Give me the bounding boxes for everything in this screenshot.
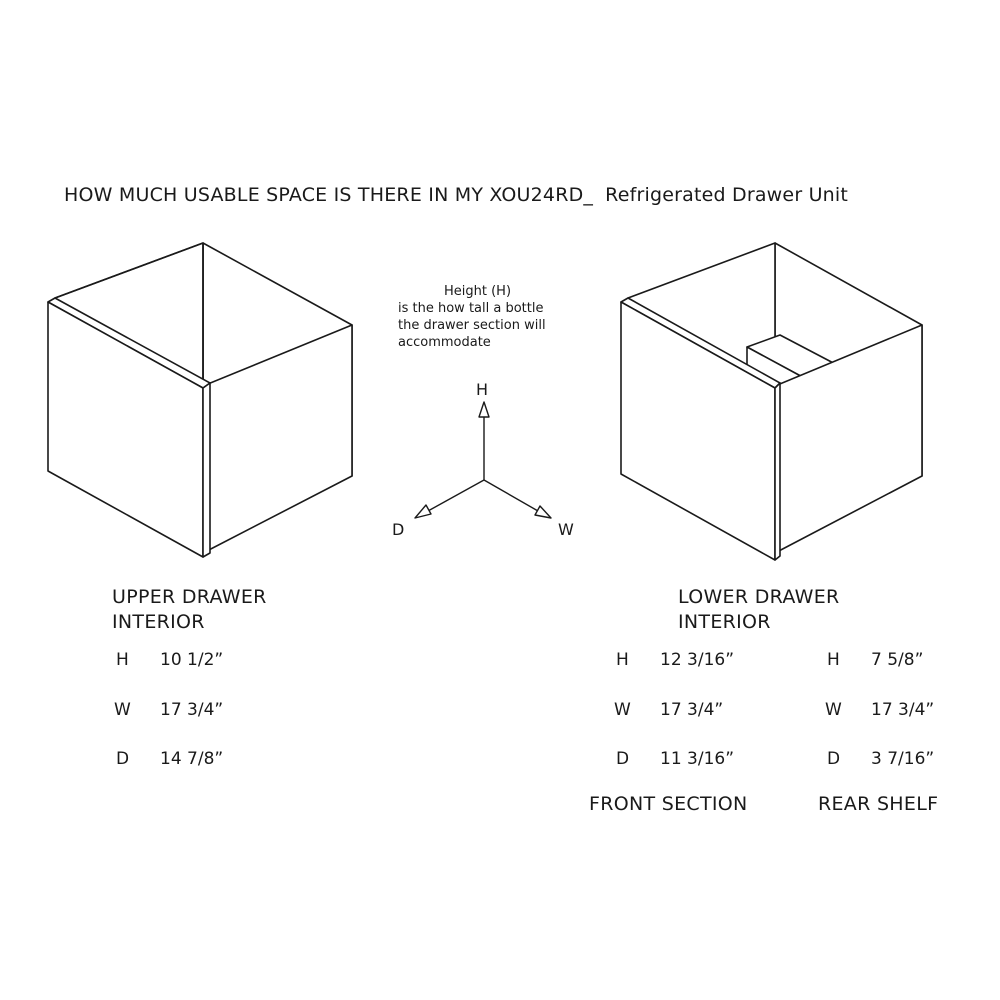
dim-key: D xyxy=(616,749,630,769)
upper-row-w xyxy=(114,700,223,720)
axis-label-w: W xyxy=(558,520,574,539)
front-row-h xyxy=(616,650,734,670)
note-line-3: the drawer section will xyxy=(398,318,546,333)
lower-drawer-heading xyxy=(678,585,840,635)
dim-value: 11 3/16” xyxy=(660,749,735,769)
dim-key: D xyxy=(827,749,841,769)
front-row-w xyxy=(614,700,723,720)
dim-value: 17 3/4” xyxy=(660,700,724,720)
dim-value: 10 1/2” xyxy=(160,650,224,670)
rear-row-w xyxy=(825,700,934,720)
dim-value: 7 5/8” xyxy=(871,650,924,670)
lower-heading-line-1: LOWER DRAWER xyxy=(678,586,840,608)
note-line-4: accommodate xyxy=(398,335,491,350)
dim-value: 14 7/8” xyxy=(160,749,224,769)
lower-drawer-illustration xyxy=(621,243,922,560)
front-section-label: FRONT SECTION xyxy=(589,793,748,815)
dim-key: W xyxy=(614,700,631,720)
rear-shelf-label: REAR SHELF xyxy=(818,793,939,815)
rear-row-d xyxy=(827,749,934,769)
upper-drawer-heading xyxy=(112,585,267,635)
upper-heading-line-1: UPPER DRAWER xyxy=(112,586,267,608)
dim-key: H xyxy=(116,650,129,670)
dim-value: 12 3/16” xyxy=(660,650,735,670)
height-note xyxy=(398,283,546,351)
axis-symbol xyxy=(415,402,551,518)
title-sub: Refrigerated Drawer Unit xyxy=(605,184,849,206)
title-main: HOW MUCH USABLE SPACE IS THERE IN MY XOU24RD_ xyxy=(64,184,594,206)
axis-label-d: D xyxy=(392,520,405,539)
dim-key: W xyxy=(825,700,842,720)
dim-key: D xyxy=(116,749,130,769)
upper-row-d xyxy=(116,749,223,769)
rear-row-h xyxy=(827,650,923,670)
dim-key: H xyxy=(827,650,840,670)
upper-heading-line-2: INTERIOR xyxy=(112,611,205,633)
note-line-2: is the how tall a bottle xyxy=(398,301,544,316)
axis-label-h: H xyxy=(476,380,489,399)
lower-heading-line-2: INTERIOR xyxy=(678,611,771,633)
dim-key: H xyxy=(616,650,629,670)
note-line-1: Height (H) xyxy=(444,284,512,299)
dim-key: W xyxy=(114,700,131,720)
dim-value: 3 7/16” xyxy=(871,749,935,769)
dim-value: 17 3/4” xyxy=(160,700,224,720)
front-row-d xyxy=(616,749,734,769)
dim-value: 17 3/4” xyxy=(871,700,935,720)
upper-drawer-illustration xyxy=(48,243,352,557)
upper-row-h xyxy=(116,650,223,670)
